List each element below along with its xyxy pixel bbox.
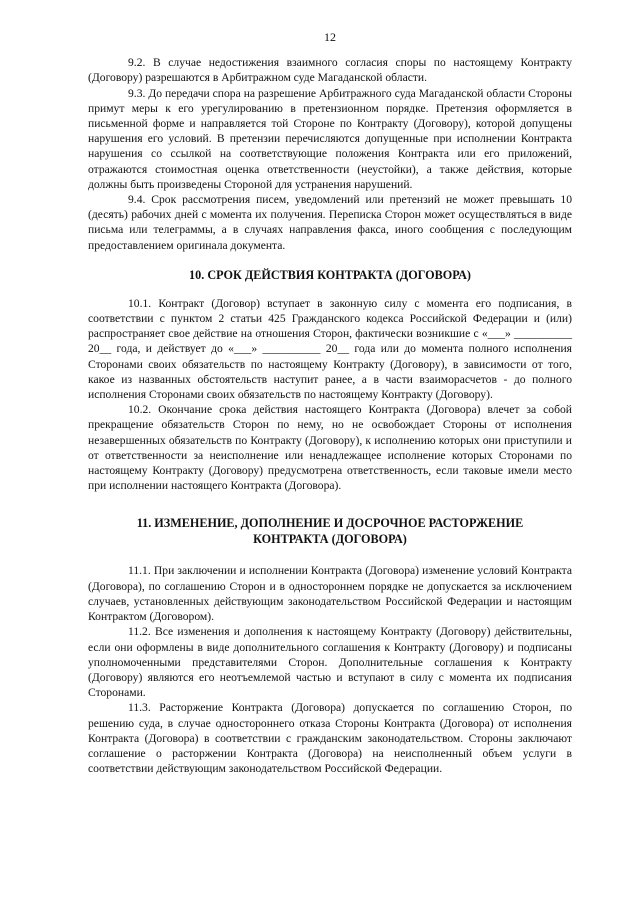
section-11-heading (88, 515, 572, 547)
paragraph-10-2: 10.2. Окончание срока действия настоящего Контракта (Договора) влечет за собой прекращение обязательств Сторон по нему, но не освобождает Стороны от исполнения незавершенных обязательств по Контракту (Договору), к исполнению которых они приступили и от ответственности за неисполнение или ненадлежащее исполнение которых Сторонами по настоящему Контракту (Договору) предусмотрена ответственность, если таковые имели место при исполнении настоящего Контракта (Договора). (88, 403, 572, 493)
page-number: 12 (324, 30, 336, 44)
section-11-heading-line2: КОНТРАКТА (ДОГОВОРА) (253, 532, 407, 547)
section-10-heading: 10. СРОК ДЕЙСТВИЯ КОНТРАКТА (ДОГОВОРА) (189, 267, 471, 282)
paragraph-10-1: 10.1. Контракт (Договор) вступает в законную силу с момента его подписания, в соответствии с пунктом 2 статьи 425 Гражданского кодекса Российской Федерации и (или) распространяет свое действие на отношения Сторон, фактически возникшие с «___» __________ 20__ года, и действует до «___» __________ 20__ года или до момента полного исполнения Сторонами своих обязательств по настоящему Контракту (Договору), в зависимости от того, какое из названных обстоятельств наступит ранее, а в части взаиморасчетов - до полного исполнения Сторонами своих обязательств по настоящему Контракту (Договору). (88, 296, 572, 402)
document-page (88, 30, 572, 776)
paragraph-9-3: 9.3. До передачи спора на разрешение Арбитражного суда Магаданской области Стороны примут меры к его урегулированию в претензионном порядке. Претензия оформляется в письменной форме и направляется той Стороне по Контракту (Договору), которой допущены нарушения его условий. В претензии перечисляются допущенные при исполнении Контракта нарушения со ссылкой на соответствующие положения Контракта или его приложений, отражаются стоимостная оценка ответственности (неустойки), а также действия, которые должны быть произведены Стороной для устранения нарушений. (88, 86, 572, 191)
section-11-heading-line1: 11. ИЗМЕНЕНИЕ, ДОПОЛНЕНИЕ И ДОСРОЧНОЕ РАСТОРЖЕНИЕ (136, 516, 524, 531)
paragraph-9-4: 9.4. Срок рассмотрения писем, уведомлений или претензий не может превышать 10 (десять) рабочих дней с момента их получения. Переписка Сторон может осуществляться в виде письма или телеграммы, а в случаях направления факса, иного сообщения с последующим предоставлением оригинала документа. (88, 193, 572, 252)
paragraph-11-3: 11.3. Расторжение Контракта (Договора) допускается по соглашению Сторон, по решению суда, в случае одностороннего отказа Стороны Контракта (Договора) от исполнения Контракта (Договора) в соответствии с гражданским законодательством. Стороны заключают соглашение о расторжении Контракта (Договора) на неисполненный объем услуги в соответствии действующим законодательством Российской Федерации. (88, 701, 572, 776)
paragraph-9-2: 9.2. В случае недостижения взаимного согласия споры по настоящему Контракту (Договору) разрешаются в Арбитражном суде Магаданской области. (88, 56, 572, 85)
paragraph-11-1: 11.1. При заключении и исполнении Контракта (Договора) изменение условий Контракта (Договора), по соглашению Сторон и в одностороннем порядке не допускается за исключением случаев, установленных действующим законодательством Российской Федерации и настоящим Контрактом (Договором). (88, 564, 572, 624)
paragraph-11-2: 11.2. Все изменения и дополнения к настоящему Контракту (Договору) действительны, если они оформлены в виде дополнительного соглашения к Контракту (Договору) и подписаны уполномоченными представителями Сторон. Дополнительные соглашения к Контракту (Договору) являются его неотъемлемой частью и вступают в силу с момента их подписания Сторонами. (88, 625, 572, 700)
